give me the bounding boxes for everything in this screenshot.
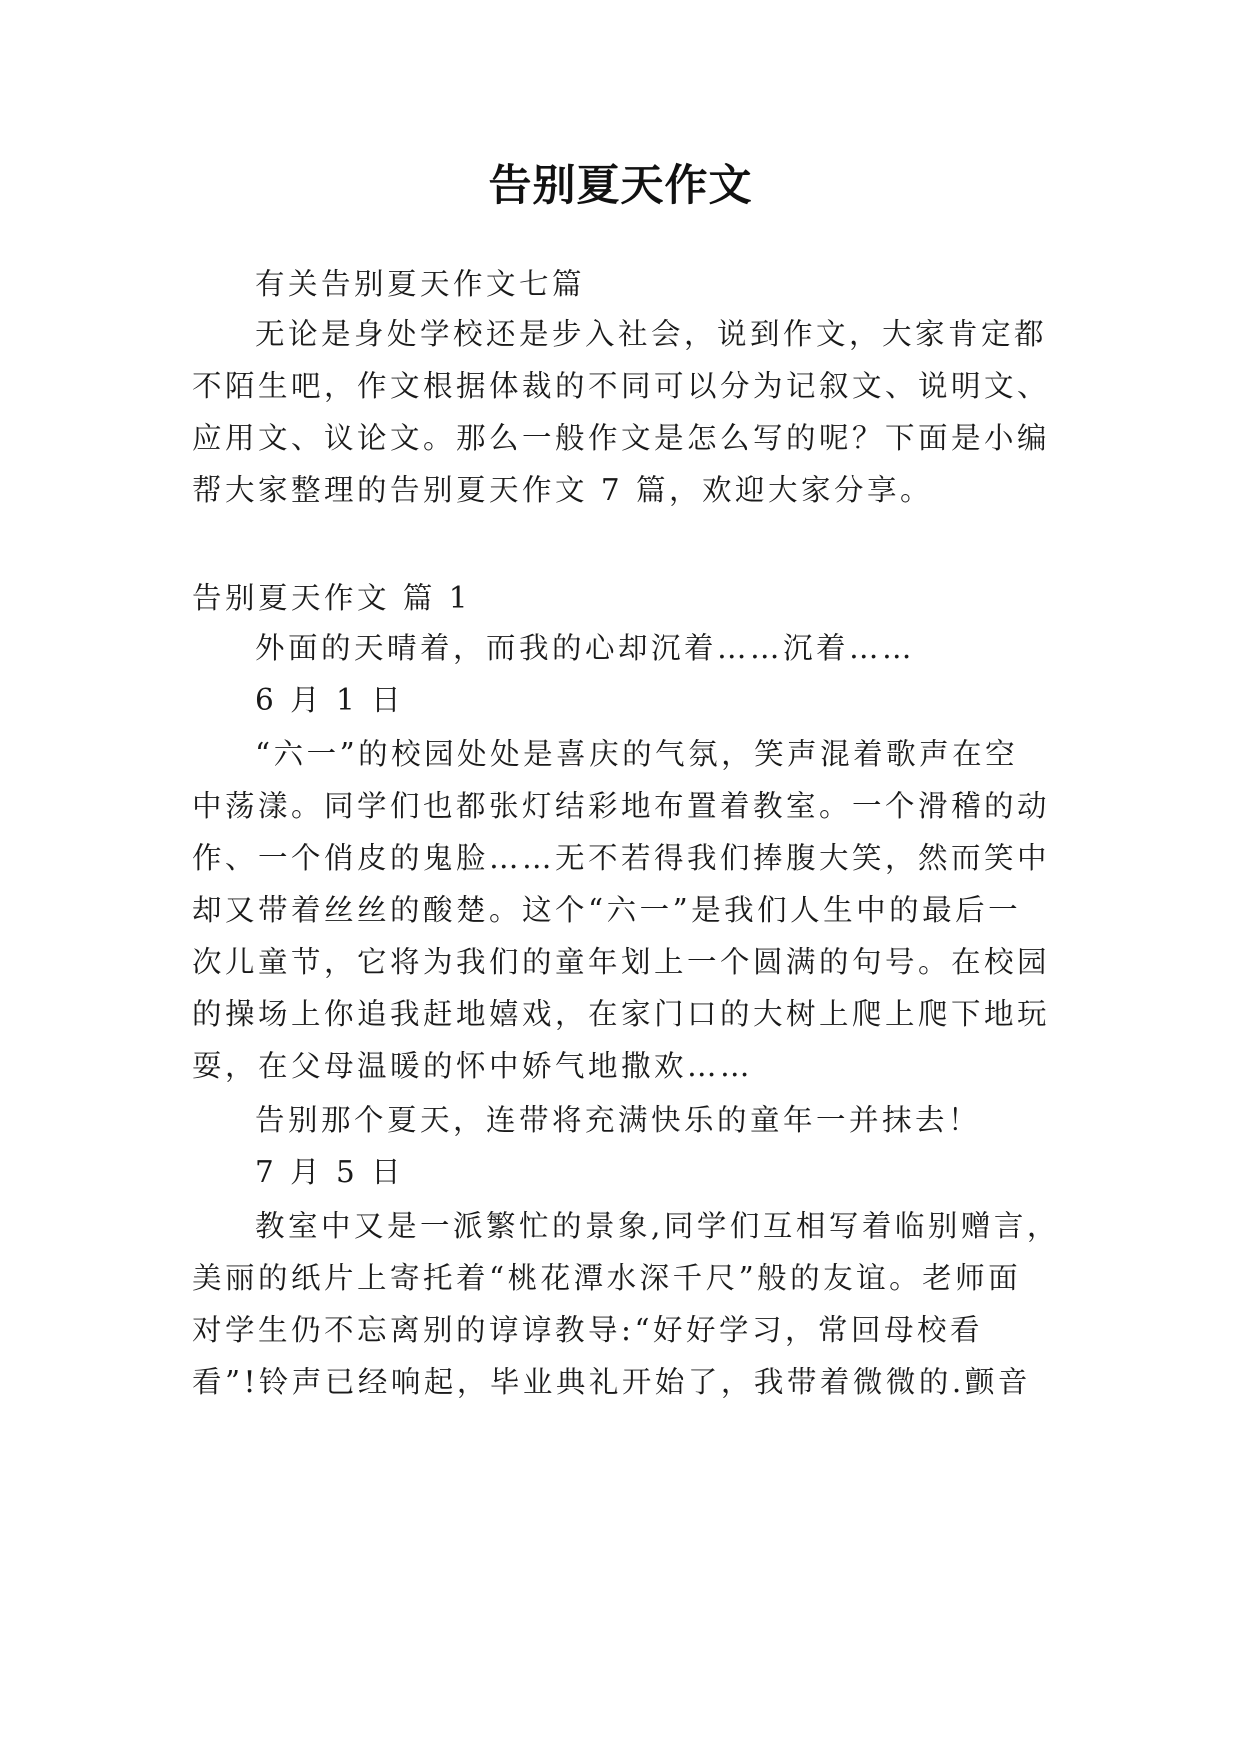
paragraph-line: 无论是身处学校还是步入社会，说到作文，大家肯定都 [255,317,1048,351]
paragraph-line: 帮大家整理的告别夏天作文 7 篇，欢迎大家分享。 [192,473,934,507]
document-title: 告别夏天作文 [488,161,753,211]
paragraph-line: 告别那个夏天，连带将充满快乐的童年一并抹去！ [255,1103,982,1137]
paragraph-line: 外面的天晴着，而我的心却沉着……沉着…… [255,631,916,665]
intro-heading: 有关告别夏天作文七篇 [255,267,586,301]
paragraph-line: 中荡漾。同学们也都张灯结彩地布置着教室。一个滑稽的动 [192,789,1051,823]
paragraph-line: 却又带着丝丝的酸楚。这个“六一”是我们人生中的最后一 [192,893,1022,927]
paragraph-line: 次儿童节，它将为我们的童年划上一个圆满的句号。在校园 [192,945,1051,979]
paragraph-line: 看”!铃声已经响起，毕业典礼开始了，我带着微微的.颤音 [192,1365,1031,1399]
paragraph-line: 美丽的纸片上寄托着“桃花潭水深千尺”般的友谊。老师面 [192,1261,1022,1295]
paragraph-line: 不陌生吧，作文根据体裁的不同可以分为记叙文、说明文、 [192,369,1051,403]
paragraph-line: 应用文、议论文。那么一般作文是怎么写的呢？下面是小编 [192,421,1051,455]
paragraph-line: 的操场上你追我赶地嬉戏，在家门口的大树上爬上爬下地玩 [192,997,1051,1031]
paragraph-line: “六一”的校园处处是喜庆的气氛，笑声混着歌声在空 [255,737,1019,771]
date-line: 6 月 1 日 [255,683,405,717]
paragraph-line: 耍，在父母温暖的怀中娇气地撒欢…… [192,1049,754,1083]
paragraph-line: 作、一个俏皮的鬼脸……无不若得我们捧腹大笑，然而笑中 [192,841,1051,875]
date-line: 7 月 5 日 [255,1155,405,1189]
paragraph-line: 对学生仍不忘离别的谆谆教导:“好好学习，常回母校看 [192,1313,984,1347]
paragraph-line: 教室中又是一派繁忙的景象,同学们互相写着临别赠言， [255,1209,1060,1243]
section-heading: 告别夏天作文 篇 1 [192,581,472,615]
